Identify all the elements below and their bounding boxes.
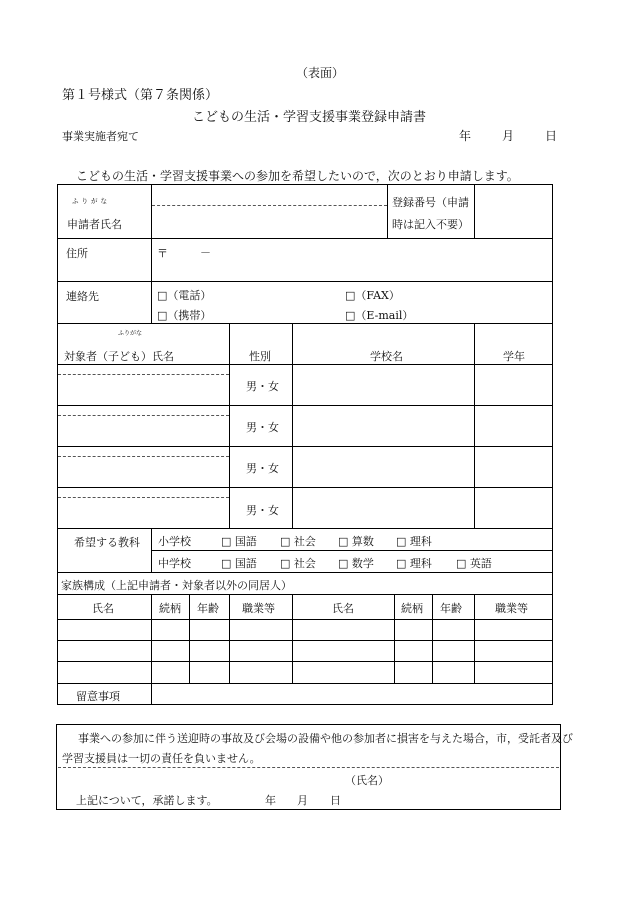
family-header-age: 年齢 <box>440 602 462 615</box>
addressee: 事業実施者宛て <box>62 130 139 143</box>
consent-text: 上記について，承諾します。 <box>76 794 218 807</box>
page-title: こどもの生活・学習支援事業登録申請書 <box>192 110 427 125</box>
junior-social-checkbox[interactable]: □ 社会 <box>280 557 316 570</box>
intro-text: こどもの生活・学習支援事業への参加を希望したいので，次のとおり申請します。 <box>76 169 519 183</box>
consent-day: 日 <box>330 794 341 807</box>
school-header: 学校名 <box>370 350 403 363</box>
elementary-japanese-checkbox[interactable]: □ 国語 <box>221 535 257 548</box>
family-title: 家族構成（上記申請者・対象者以外の同居人） <box>61 579 292 592</box>
registration-number-field[interactable] <box>476 186 552 237</box>
junior-high-label: 中学校 <box>158 557 191 570</box>
subjects-label: 希望する教科 <box>74 536 140 549</box>
disclaimer-line-2: 学習支援員は一切の責任を負いません。 <box>62 752 261 765</box>
family-header-age: 年齢 <box>197 602 219 615</box>
gender-option[interactable]: 男・女 <box>246 421 279 434</box>
notes-field[interactable] <box>153 685 551 703</box>
disclaimer-line-1: 事業への参加に伴う送迎時の事故及び会場の設備や他の参加者に損害を与えた場合，市，受託者及び <box>78 732 573 745</box>
family-header-name: 氏名 <box>332 602 354 615</box>
elementary-arithmetic-checkbox[interactable]: □ 算数 <box>338 535 374 548</box>
postal-mark: 〒 <box>157 247 168 260</box>
gender-option[interactable]: 男・女 <box>246 380 279 393</box>
elementary-social-checkbox[interactable]: □ 社会 <box>280 535 316 548</box>
child-name-header: 対象者（子ども）氏名 <box>64 350 174 363</box>
family-header-relation: 続柄 <box>159 602 181 615</box>
grade-header: 学年 <box>503 350 525 363</box>
consent-month: 月 <box>297 794 308 807</box>
registration-label-1: 登録番号（申請 <box>392 196 469 209</box>
address-label: 住所 <box>66 247 88 260</box>
fax-checkbox[interactable]: □（FAX） <box>345 289 400 302</box>
elementary-science-checkbox[interactable]: □ 理科 <box>396 535 432 548</box>
notes-label: 留意事項 <box>76 690 120 703</box>
signature-name-label: （氏名） <box>345 774 389 787</box>
family-header-occupation: 職業等 <box>242 602 275 615</box>
postal-dash: － <box>200 246 211 259</box>
contact-label: 連絡先 <box>66 290 99 303</box>
date-month: 月 <box>502 129 515 143</box>
address-field[interactable] <box>153 260 551 280</box>
gender-header: 性別 <box>249 350 271 363</box>
gender-option[interactable]: 男・女 <box>246 462 279 475</box>
applicant-furigana: ふりがな <box>72 197 110 205</box>
elementary-label: 小学校 <box>158 535 191 548</box>
date-day: 日 <box>545 129 558 143</box>
family-header-occupation: 職業等 <box>495 602 528 615</box>
date-year: 年 <box>459 129 472 143</box>
side-label: （表面） <box>296 66 345 80</box>
junior-math-checkbox[interactable]: □ 数学 <box>338 557 374 570</box>
junior-english-checkbox[interactable]: □ 英語 <box>456 557 492 570</box>
applicant-name-label: 申請者氏名 <box>67 218 122 231</box>
mobile-checkbox[interactable]: □（携帯） <box>157 309 212 322</box>
form-number: 第１号様式（第７条関係） <box>62 88 219 103</box>
gender-option[interactable]: 男・女 <box>246 504 279 517</box>
junior-science-checkbox[interactable]: □ 理科 <box>396 557 432 570</box>
phone-checkbox[interactable]: □（電話） <box>157 289 212 302</box>
registration-label-2: 時は記入不要） <box>392 218 469 231</box>
child-furigana: ふりがな <box>118 330 143 337</box>
applicant-name-field[interactable] <box>153 206 385 236</box>
family-header-relation: 続柄 <box>401 602 423 615</box>
email-checkbox[interactable]: □（E-mail） <box>345 309 414 322</box>
consent-year: 年 <box>265 794 276 807</box>
junior-japanese-checkbox[interactable]: □ 国語 <box>221 557 257 570</box>
family-header-name: 氏名 <box>92 602 114 615</box>
